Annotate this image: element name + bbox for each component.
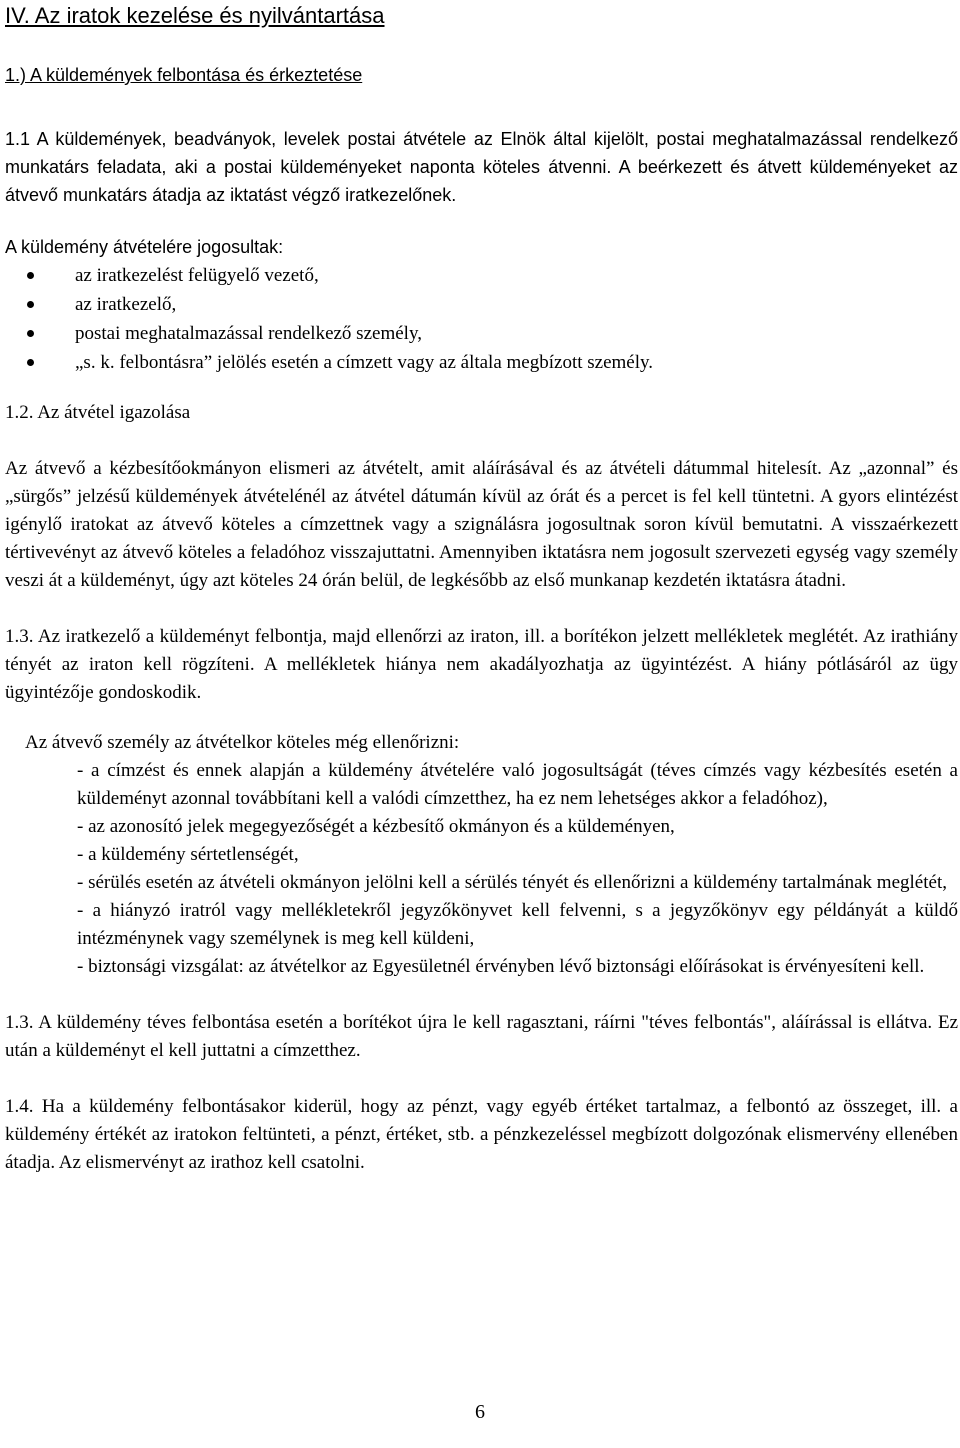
authorized-list-item-text: postai meghatalmazással rendelkező személy, — [75, 323, 422, 344]
bullet-icon — [27, 301, 34, 308]
paragraph-1-4: 1.4. Ha a küldemény felbontásakor kiderül, hogy az pénzt, vagy egyéb értéket tartalmaz, a felbontó az összeget, ill. a küldemény értékét az iratokon feltünteti, a pénzt, értéket, stb. a pénzkezeléssel megbízott dolgozónak elismervény ellenében átadja. Az elismervényt az irathoz kell csatolni. — [5, 1096, 958, 1173]
bullet-icon — [27, 330, 34, 337]
bullet-icon — [27, 359, 34, 366]
authorized-list-item — [5, 290, 958, 319]
heading-1-2: 1.2. Az átvétel igazolása — [5, 402, 191, 423]
chapter-title: IV. Az iratok kezelése és nyilvántartása — [5, 3, 385, 28]
authorized-list — [5, 261, 958, 377]
check-list — [25, 757, 958, 981]
authorized-list-item-text: az iratkezelést felügyelő vezető, — [75, 265, 319, 286]
check-list-item: - az azonosító jelek megegyezőségét a kézbesítő okmányon és a küldeményen, — [77, 816, 675, 837]
check-intro: Az átvevő személy az átvételkor köteles még ellenőrizni: — [25, 732, 460, 753]
authorized-list-item — [5, 261, 958, 290]
paragraph-1-2: Az átvevő a kézbesítőokmányon elismeri az átvételt, amit aláírásával és az átvételi dátummal hitelesít. Az „azonnal” és „sürgős” jelzésű küldemények átvételénél az átvétel dátumán kívül az órát és a percet is fel kell tüntetni. A gyors elintézést igénylő iratokat az átvevő köteles a címzettnek vagy a szignálásra jogosultnak soron kívül bemutatni. A visszaérkezett tértivevényt az átvevő köteles a feladóhoz visszajuttatni. Amennyiben iktatásra nem jogosult szervezeti egység vagy személy veszi át a küldeményt, úgy azt köteles 24 órán belül, de legkésőbb az első munkanap kezdetén iktatásra átadni. — [5, 458, 958, 591]
check-list-item: - a címzést és ennek alapján a küldemény átvételére való jogosultságát (téves címzés vagy kézbesítés esetén a küldeményt azonnal továbbítani kell a valódi címzetthez, ha ez nem lehetséges akkor a feladóhoz), — [77, 760, 958, 809]
authorized-list-item — [5, 348, 958, 377]
page-number: 6 — [475, 1401, 485, 1423]
check-list-item: - a küldemény sértetlenségét, — [77, 844, 299, 865]
bullet-icon — [27, 272, 34, 279]
paragraph-1-3b: 1.3. A küldemény téves felbontása esetén a borítékot újra le kell ragasztani, ráírni "téves felbontás", aláírással is ellátva. Ez után a küldeményt el kell juttatni a címzetthez. — [5, 1012, 958, 1061]
check-list-item: - biztonsági vizsgálat: az átvételkor az Egyesületnél érvényben lévő biztonsági előírásokat is érvényesíteni kell. — [77, 956, 925, 977]
authorized-list-item-text: az iratkezelő, — [75, 294, 177, 315]
document-page — [5, 0, 958, 1177]
paragraph-1-1: 1.1 A küldemények, beadványok, levelek postai átvétele az Elnök által kijelölt, postai meghatalmazással rendelkező munkatárs feladata, aki a postai küldeményeket naponta köteles átvenni. A beérkezett és átvett küldeményeket az átvevő munkatárs átadja az iktatást végző iratkezelőnek. — [5, 129, 958, 205]
check-list-item: - sérülés esetén az átvételi okmányon jelölni kell a sérülés tényét és ellenőrizni a küldemény tartalmának meglétét, — [77, 872, 947, 893]
authorized-list-item-text: „s. k. felbontásra” jelölés esetén a címzett vagy az általa megbízott személy. — [75, 352, 654, 373]
section-title: 1.) A küldemények felbontása és érkeztetése — [5, 65, 363, 85]
check-list-item: - a hiányzó iratról vagy mellékletekről jegyzőkönyvet kell felvenni, s a jegyzőkönyv egy példányát a küldő intézménynek vagy személynek is meg kell küldeni, — [77, 900, 958, 949]
check-block — [5, 729, 958, 981]
authorized-list-item — [5, 319, 958, 348]
authorized-intro: A küldemény átvételére jogosultak: — [5, 237, 284, 257]
paragraph-1-3a: 1.3. Az iratkezelő a küldeményt felbontja, majd ellenőrzi az iraton, ill. a borítékon jelzett mellékletek meglétét. Az irathiány tényét az iraton kell rögzíteni. A mellékletek hiánya nem akadályozhatja az ügyintézést. A hiány pótlásáról az ügy ügyintézője gondoskodik. — [5, 626, 958, 703]
